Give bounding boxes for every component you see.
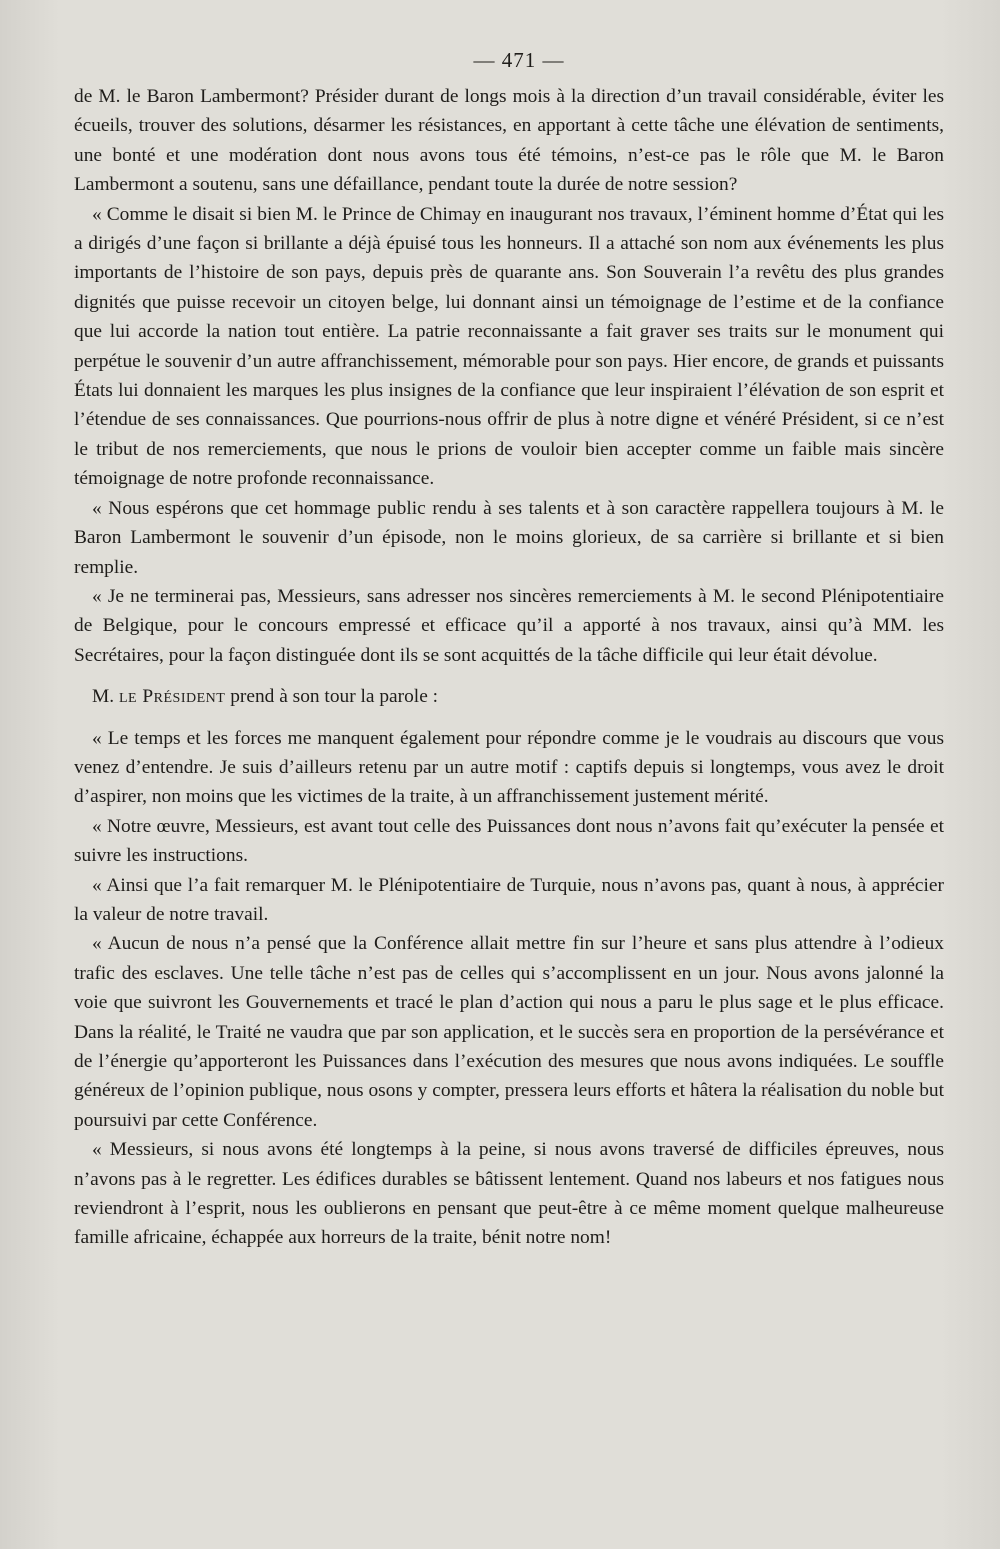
paragraph-2: « Comme le disait si bien M. le Prince de Chimay en inaugurant nos travaux, l’éminent homme d’État qui les a dirigés d’une façon si brillante a déjà épuisé tous les honneurs. Il a attaché son nom aux événements les plus importants de l’histoire de son pays, depuis près de quarante ans. Son Souverain l’a revêtu des plus grandes dignités que puisse recevoir un citoyen belge, lui donnant ainsi un témoignage de l’estime et de la confiance que lui accorde la nation tout entière. La patrie reconnaissante a fait graver ses traits sur le monument qui perpétue le souvenir d’un autre affranchissement, mémorable pour son pays. Hier encore, de grands et puissants États lui donnaient les marques les plus insignes de la confiance que leur inspiraient l’élévation de son esprit et l’étendue de ses connaissances. Que pourrions-nous offrir de plus à notre digne et vénéré Président, si ce n’est le tribut de nos remerciements, que nous le prions de vouloir bien accepter comme un faible mais sincère témoignage de notre profonde reconnaissance. xyxy=(74,203,944,490)
speech-paragraph-5: « Messieurs, si nous avons été longtemps à la peine, si nous avons traversé de difficiles épreuves, nous n’avons pas à le regretter. Les édifices durables se bâtissent lentement. Quand nos labeurs et nos fatigues nous reviendront à l’esprit, nous les oublierons en pensant que peut-être à ce même moment quelque malheureuse famille africaine, échappée aux horreurs de la traite, bénit notre nom! xyxy=(74,1139,944,1249)
speech-paragraph-4: « Aucun de nous n’a pensé que la Conférence allait mettre fin sur l’heure et sans plus attendre à l’odieux trafic des esclaves. Une telle tâche n’est pas de celles qui s’accomplissent en un jour. Nous avons jalonné la voie que suivront les Gouvernements et tracé le plan d’action qui nous a paru le plus sage et le plus efficace. Dans la réalité, le Traité ne vaudra que par son application, et le succès sera en proportion de la persévérance et de l’énergie qu’apporteront les Puissances dans l’exécution des mesures que nous avons indiquées. Le souffle généreux de l’opinion publique, nous osons y compter, pressera leurs efforts et hâtera la réalisation du noble but poursuivi par cette Conférence. xyxy=(74,933,944,1131)
president-title: le Président xyxy=(118,686,226,708)
president-prefix: M. xyxy=(92,686,119,708)
president-intro xyxy=(74,682,944,711)
speech-paragraph-3: « Ainsi que l’a fait remarquer M. le Plénipotentiaire de Turquie, nous n’avons pas, quant à nous, à apprécier la valeur de notre travail. xyxy=(74,874,944,925)
paragraph-3: « Nous espérons que cet hommage public rendu à ses talents et à son caractère rappellera toujours à M. le Baron Lambermont le souvenir d’un épisode, non le moins glorieux, de sa carrière si brillante et si bien remplie. xyxy=(74,497,944,578)
speech-paragraph-2: « Notre œuvre, Messieurs, est avant tout celle des Puissances dont nous n’avons fait qu’exécuter la pensée et suivre les instructions. xyxy=(74,815,944,867)
paragraph-1: de M. le Baron Lambermont? Présider durant de longs mois à la direction d’un travail considérable, éviter les écueils, trouver des solutions, désarmer les résistances, en apportant à cette tâche une élévation de sentiments, une bonté et une modération dont nous avons tous été témoins, n’est-ce pas le rôle que M. le Baron Lambermont a soutenu, sans une défaillance, pendant toute la durée de notre session? xyxy=(74,86,944,196)
paragraph-4: « Je ne terminerai pas, Messieurs, sans adresser nos sincères remerciements à M. le second Plénipotentiaire de Belgique, pour le concours empressé et efficace qu’il a apporté à nos travaux, ainsi qu’à MM. les Secrétaires, pour la façon distinguée dont ils se sont acquittés de la tâche difficile qui leur était dévolue. xyxy=(74,585,944,666)
page-number: — 471 — xyxy=(473,48,565,72)
speech-paragraph-1: « Le temps et les forces me manquent également pour répondre comme je le voudrais au discours que vous venez d’entendre. Je suis d’ailleurs retenu par un autre motif : captifs depuis si longtemps, vous avez le droit d’aspirer, non moins que les victimes de la traite, à un affranchissement justement mérité. xyxy=(74,727,944,808)
president-rest: prend à son tour la parole : xyxy=(225,686,439,708)
